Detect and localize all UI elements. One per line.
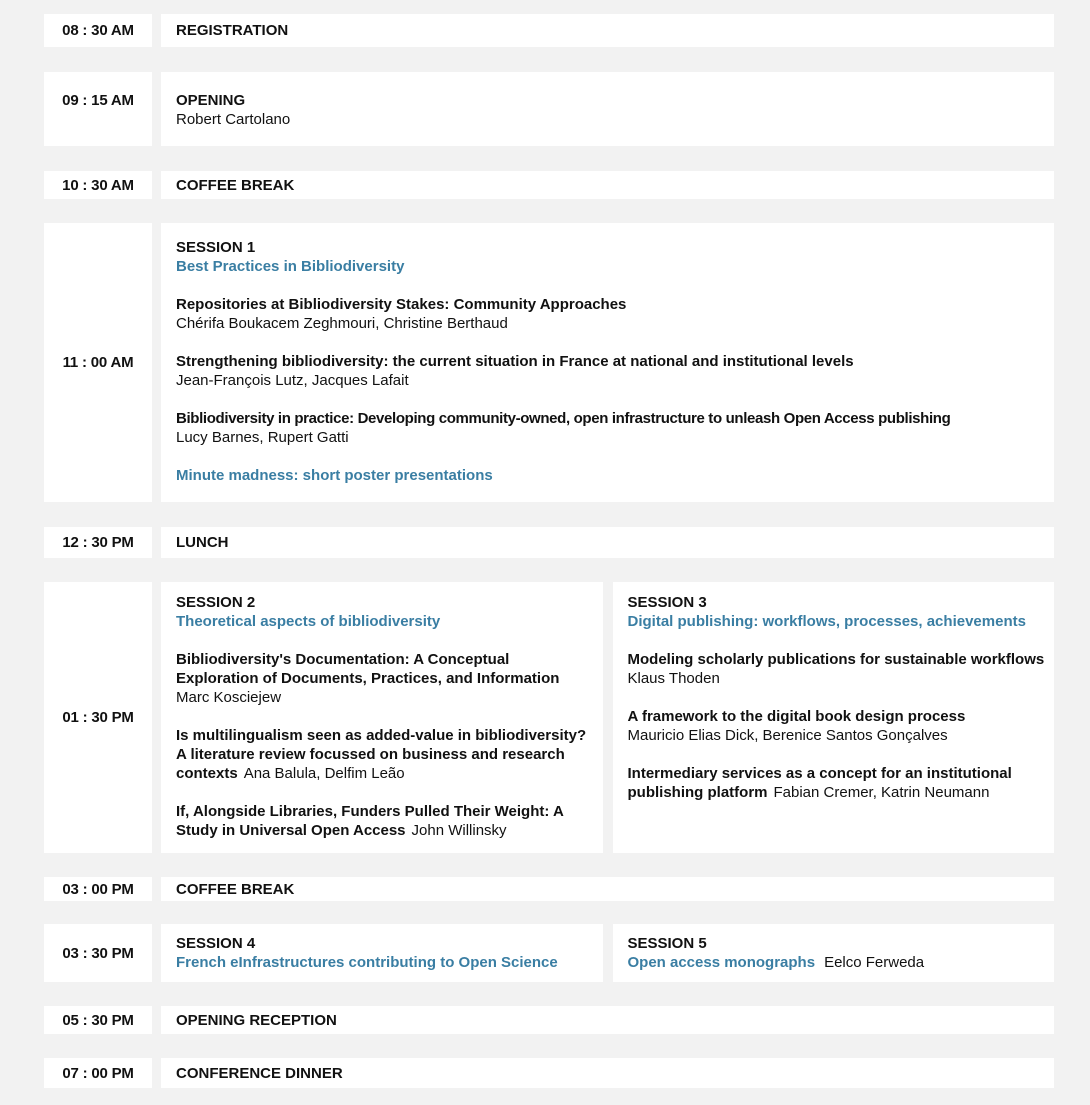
talk-title: Intermediary services as a concept for an institutional publishing platform	[627, 765, 1012, 801]
talk-item	[176, 295, 1039, 333]
time-slot: 12 : 30 PM	[44, 527, 152, 558]
event-card	[161, 877, 1054, 901]
talk-authors: Klaus Thoden	[627, 670, 720, 687]
session-theme-link[interactable]: Best Practices in Bibliodiversity	[176, 258, 405, 275]
talk-title: Modeling scholarly publications for sustainable workflows	[627, 651, 1045, 668]
talk-title: Bibliodiversity's Documentation: A Conceptual Exploration of Documents, Practices, and Information	[176, 651, 560, 687]
session-card-4	[161, 924, 603, 982]
event-speaker: Robert Cartolano	[176, 111, 291, 128]
session-label: SESSION 4	[176, 935, 256, 952]
event-card	[161, 171, 1054, 199]
event-card	[161, 1006, 1054, 1034]
time-slot: 07 : 00 PM	[44, 1058, 152, 1088]
talk-authors: Lucy Barnes, Rupert Gatti	[176, 429, 349, 446]
session-theme-link[interactable]: French eInfrastructures contributing to Open Science	[176, 954, 558, 971]
schedule-row-lunch	[44, 527, 1054, 558]
schedule-row-opening	[44, 72, 1054, 146]
talk-item	[628, 650, 1047, 688]
talk-item	[176, 650, 595, 707]
schedule-row-registration	[44, 14, 1054, 47]
talk-item	[176, 409, 1039, 447]
talk-authors: Chérifa Boukacem Zeghmouri, Christine Berthaud	[176, 315, 508, 332]
talk-authors: John Willinsky	[411, 822, 507, 839]
schedule-row-coffee-break-2	[44, 877, 1054, 901]
session-theme-link[interactable]: Theoretical aspects of bibliodiversity	[176, 613, 441, 630]
talk-title: Bibliodiversity in practice: Developing community-owned, open infrastructure to unleash Open Access publishing	[176, 410, 951, 427]
event-card	[161, 14, 1054, 47]
minute-madness-link[interactable]: Minute madness: short poster presentations	[176, 467, 493, 484]
session-card-2	[161, 582, 603, 853]
session-card-5	[613, 924, 1055, 982]
talk-authors: Mauricio Elias Dick, Berenice Santos Gonçalves	[627, 727, 948, 744]
schedule-row-sessions-4-5	[44, 924, 1054, 982]
schedule-row-conference-dinner	[44, 1058, 1054, 1088]
time-slot: 03 : 30 PM	[44, 924, 152, 982]
talk-item	[176, 802, 595, 840]
session-label: SESSION 1	[176, 239, 256, 256]
event-title: REGISTRATION	[176, 22, 289, 39]
schedule-row-session-1	[44, 223, 1054, 502]
time-slot: 03 : 00 PM	[44, 877, 152, 901]
session-speaker: Eelco Ferweda	[824, 954, 925, 971]
session-theme-link[interactable]: Digital publishing: workflows, processes, achievements	[627, 613, 1026, 630]
talk-authors: Fabian Cremer, Katrin Neumann	[773, 784, 990, 801]
session-label: SESSION 5	[627, 935, 707, 952]
schedule-row-sessions-2-3	[44, 582, 1054, 853]
time-slot: 08 : 30 AM	[44, 14, 152, 47]
talk-title: A framework to the digital book design process	[627, 708, 966, 725]
time-slot: 11 : 00 AM	[44, 223, 152, 502]
talk-item	[628, 764, 1047, 802]
event-title: COFFEE BREAK	[176, 880, 295, 898]
event-title: LUNCH	[176, 534, 229, 551]
session-label: SESSION 3	[627, 594, 707, 611]
talk-authors: Marc Kosciejew	[176, 689, 282, 706]
session-label: SESSION 2	[176, 594, 256, 611]
talk-title: If, Alongside Libraries, Funders Pulled Their Weight: A Study in Universal Open Access	[176, 803, 564, 839]
time-slot: 09 : 15 AM	[44, 72, 152, 146]
talk-item	[176, 726, 595, 783]
event-card	[161, 1058, 1054, 1088]
schedule-row-opening-reception	[44, 1006, 1054, 1034]
time-slot: 01 : 30 PM	[44, 582, 152, 853]
event-title: OPENING	[176, 92, 246, 109]
talk-item	[176, 352, 1039, 390]
session-card	[161, 223, 1054, 502]
event-title: CONFERENCE DINNER	[176, 1064, 343, 1082]
talk-title: Is multilingualism seen as added-value in bibliodiversity? A literature review focussed on business and research contexts	[176, 727, 587, 782]
event-card	[161, 72, 1054, 146]
talk-authors: Jean-François Lutz, Jacques Lafait	[176, 372, 409, 389]
talk-authors: Ana Balula, Delfim Leão	[243, 765, 405, 782]
time-slot: 10 : 30 AM	[44, 171, 152, 199]
event-title: OPENING RECEPTION	[176, 1011, 337, 1029]
session-card-3	[613, 582, 1055, 853]
talk-title: Strengthening bibliodiversity: the current situation in France at national and institutional levels	[176, 353, 854, 370]
event-card	[161, 527, 1054, 558]
time-slot: 05 : 30 PM	[44, 1006, 152, 1034]
talk-item	[628, 707, 1047, 745]
talk-title: Repositories at Bibliodiversity Stakes: Community Approaches	[176, 296, 627, 313]
session-theme-link[interactable]: Open access monographs	[627, 954, 816, 971]
schedule-row-coffee-break	[44, 171, 1054, 199]
event-title: COFFEE BREAK	[176, 176, 295, 194]
